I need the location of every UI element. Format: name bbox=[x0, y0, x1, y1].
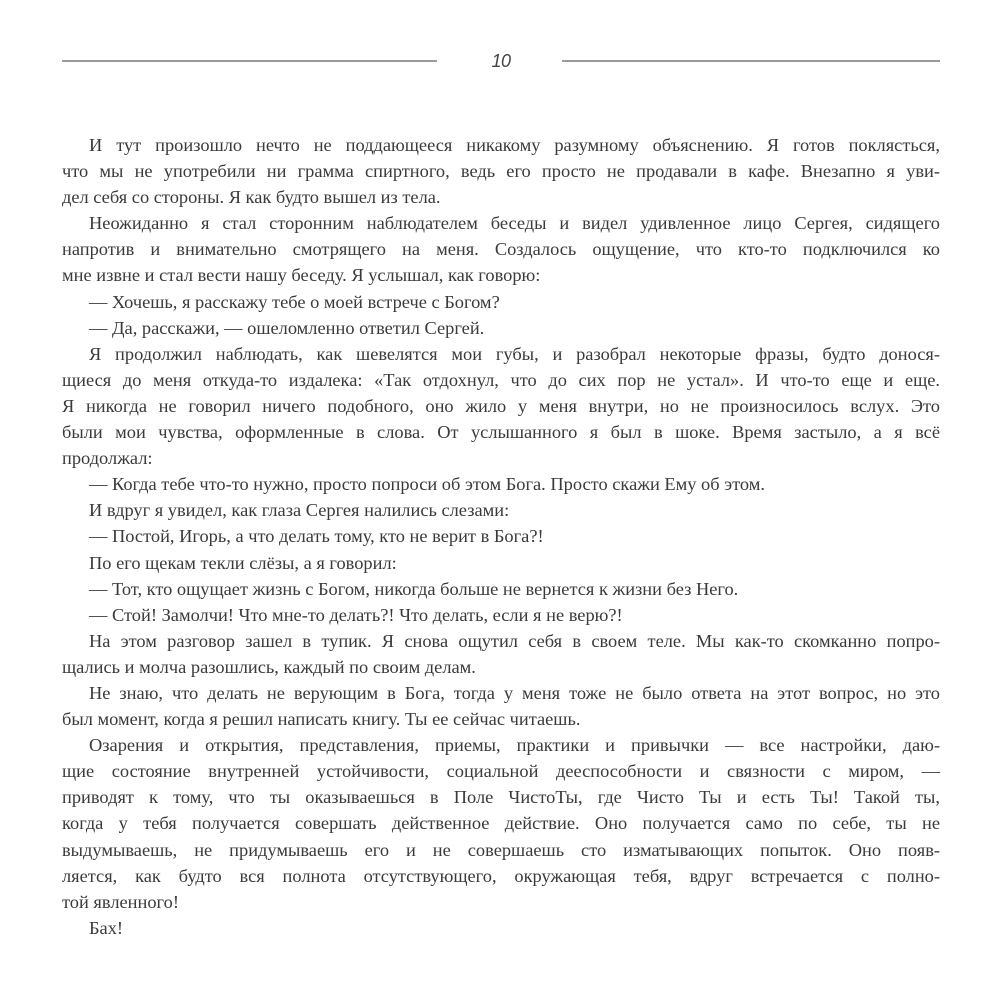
text-line: Озарения и открытия, представления, приемы, практики и привычки — все настройки, даю- bbox=[89, 735, 940, 756]
text-line: продолжал: bbox=[62, 448, 153, 469]
text-line: Бах! bbox=[89, 917, 124, 938]
text-line: На этом разговор зашел в тупик. Я снова ощутил себя в своем теле. Мы как-то скомканно попро- bbox=[89, 630, 940, 651]
page-number: 10 bbox=[491, 51, 511, 71]
text-line: И тут произошло нечто не поддающееся никакому разумному объяснению. Я готов поклясться, bbox=[89, 135, 940, 155]
text-line: — Постой, Игорь, а что делать тому, кто не верит в Бога?! bbox=[89, 526, 544, 547]
text-line: — Да, расскажи, — ошеломленно ответил Сергей. bbox=[89, 317, 485, 338]
header-rule-right bbox=[562, 60, 940, 62]
text-line: Не знаю, что делать не верующим в Бога, тогда у меня тоже не было ответа на этот вопрос, но это bbox=[89, 682, 940, 703]
text-line: были мои чувства, оформленные в слова. От услышанного я был в шоке. Время застыло, а я всё bbox=[62, 422, 940, 443]
text-line: ляется, как будто вся полнота отсутствующего, окружающая тебя, вдруг встречается с полно- bbox=[62, 865, 940, 886]
text-line: приводят к тому, что ты оказываешься в Поле ЧистоТы, где Чисто Ты и есть Ты! Такой ты, bbox=[62, 787, 940, 808]
text-line: что мы не употребили ни грамма спиртного, ведь его просто не продавали в кафе. Внезапно я уви- bbox=[62, 161, 940, 182]
text-line: мне извне и стал вести нашу беседу. Я услышал, как говорю: bbox=[62, 265, 541, 286]
text-line: — Стой! Замолчи! Что мне-то делать?! Что делать, если я не верю?! bbox=[89, 604, 623, 625]
text-line: щие состояние внутренней устойчивости, социальной дееспособности и связности с миром, — bbox=[62, 761, 940, 782]
text-line: — Хочешь, я расскажу тебе о моей встрече с Богом? bbox=[89, 291, 500, 312]
text-line: — Тот, кто ощущает жизнь с Богом, никогда больше не вернется к жизни без Него. bbox=[89, 578, 739, 599]
text-line: щались и молча разошлись, каждый по своим делам. bbox=[62, 656, 476, 677]
text-line: Неожиданно я стал сторонним наблюдателем беседы и видел удивленное лицо Сергея, сидящего bbox=[89, 213, 940, 234]
text-line: был момент, когда я решил написать книгу. Ты ее сейчас читаешь. bbox=[62, 709, 581, 730]
text-line: Я продолжил наблюдать, как шевелятся мои губы, и разобрал некоторые фразы, будто донося- bbox=[89, 343, 940, 364]
text-line: той явленного! bbox=[62, 891, 179, 912]
text-line: И вдруг я увидел, как глаза Сергея налились слезами: bbox=[89, 500, 510, 521]
text-line: — Когда тебе что-то нужно, просто попроси об этом Бога. Просто скажи Ему об этом. bbox=[89, 474, 765, 495]
body-text bbox=[62, 132, 940, 941]
text-line: По его щекам текли слёзы, а я говорил: bbox=[89, 552, 397, 573]
text-line: дел себя со стороны. Я как будто вышел из тела. bbox=[62, 187, 441, 208]
text-line: напротив и внимательно смотрящего на меня. Создалось ощущение, что кто-то подключился ко bbox=[62, 239, 940, 260]
text-line: когда у тебя получается совершать действенное действие. Оно получается само по себе, ты не bbox=[62, 813, 940, 834]
text-line: щиеся до меня откуда-то издалека: «Так отдохнул, что до сих пор не устал». И что-то еще и еще. bbox=[62, 369, 940, 390]
text-line: Я никогда не говорил ничего подобного, оно жило у меня внутри, но не произносилось вслух. Это bbox=[62, 395, 940, 416]
page-header bbox=[62, 48, 940, 74]
text-line: выдумываешь, не придумываешь его и не совершаешь сто изматывающих попыток. Оно появ- bbox=[62, 839, 940, 860]
